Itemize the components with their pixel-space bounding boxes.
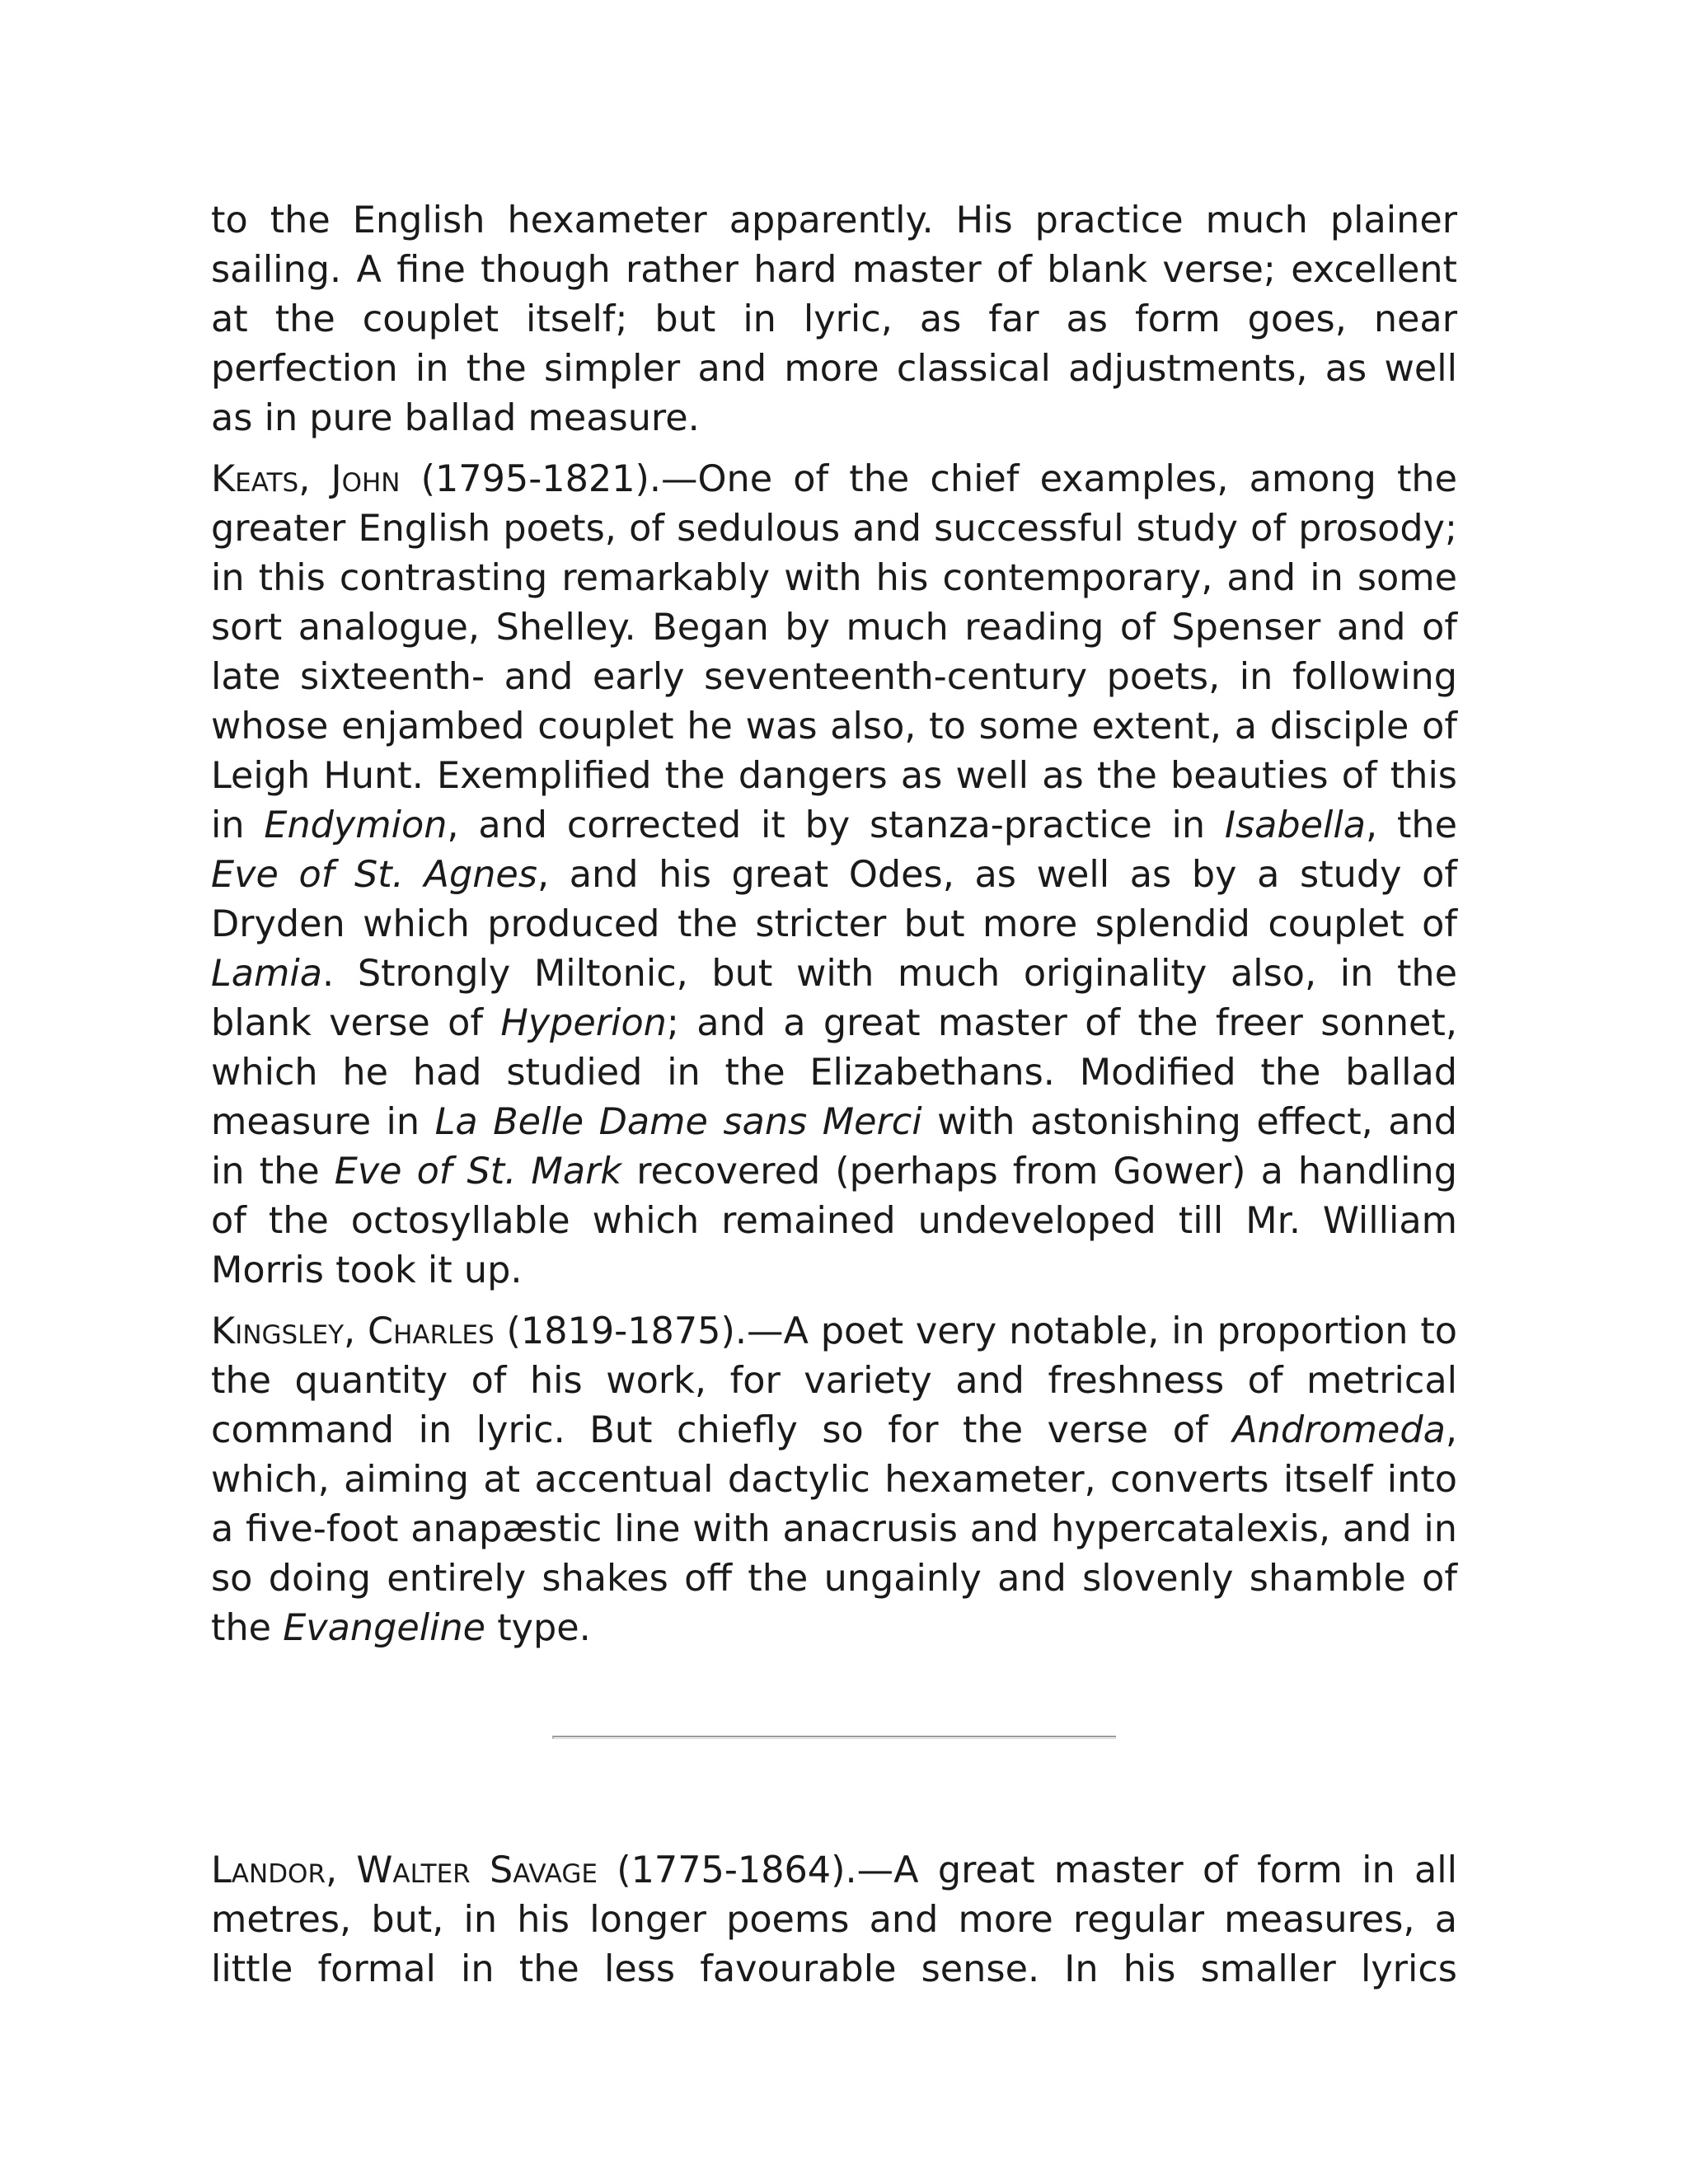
work-title: Isabella — [1224, 804, 1367, 846]
paragraph-continuation — [211, 196, 1457, 443]
work-title: Lamia — [211, 953, 323, 995]
section-divider — [552, 1736, 1116, 1739]
entry-text: , and his great Odes, as well as by a study of Dryden which produced the stricter but more splendid couplet of — [211, 854, 1457, 945]
entry-text: ; and a great master of the freer sonnet, which he had studied in the Elizabethans. Modified the ballad measure in — [211, 1002, 1457, 1143]
entry-surname: Landor — [211, 1849, 326, 1891]
entry-text: type. — [485, 1607, 591, 1649]
entry-surname: Keats — [211, 458, 299, 500]
entry-keats: Keats, John (1795-1821).—One of the chief examples, among the greater English poets, of sedulous and successful study of prosody; in this contrasting remarkably with his contemporary, and in some sort analogue, Shelley. Began by much reading of Spenser and of late sixteenth- and early seventeenth-century poets, in following whose enjambed couplet he was also, to some extent, a disciple of Leigh Hunt. Exemplified the dangers as well as the beauties of this in Endymion, and corrected it by stanza-practice in Isabella, the Eve of St. Agnes, and his great Odes, as well as by a study of Dryden which produced the stricter but more splendid couplet of Lamia. Strongly Miltonic, but with much originality also, in the blank verse of Hyperion; and a great master of the freer sonnet, which he had studied in the Elizabethans. Modified the ballad measure in La Belle Dame sans Merci with astonishing effect, and in the Eve of St. Mark recovered (perhaps from Gower) a handling of the octosyllable which remained undeveloped till Mr. William Morris took it up. — [211, 458, 1458, 1291]
entry-text: with astonishing effect, and in the — [211, 1101, 1458, 1193]
entry-dates: (1795-1821). — [400, 458, 662, 500]
work-title: Andromeda — [1232, 1409, 1446, 1451]
entry-text: —A poet very notable, in proportion to the quantity of his work, for variety and freshness of metrical command in lyric. But chiefly so for the verse of — [211, 1310, 1457, 1451]
work-title: Eve of St. Agnes — [211, 854, 537, 896]
entry-text: , and corrected it by stanza-practice in — [447, 804, 1225, 846]
entry-text: —A great master of form in all metres, but, in his longer poems and more regular measures, a little formal in the less favourable sense. In his smaller lyrics — [211, 1849, 1457, 1990]
entry-kingsley: Kingsley, Charles (1819-1875).—A poet very notable, in proportion to the quantity of his work, for variety and freshness of metrical command in lyric. But chiefly so for the verse of Andromeda, which, aiming at accentual dactylic hexameter, converts itself into a five-foot anapæstic line with anacrusis and hypercatalexis, and in so doing entirely shakes off the ungainly and slovenly shamble of the Evangeline type. — [211, 1310, 1457, 1649]
entry-dates: (1819-1875). — [494, 1310, 747, 1352]
page-content — [211, 196, 1457, 2006]
entry-landor: Landor, Walter Savage (1775-1864).—A great master of form in all metres, but, in his longer poems and more regular measures, a little formal in the less favourable sense. In his smaller lyrics — [211, 1849, 1457, 1990]
entry-surname: Kingsley — [211, 1310, 345, 1352]
entry-text: —One of the chief examples, among the greater English poets, of sedulous and successful study of prosody; in this contrasting remarkably with his contemporary, and in some sort analogue, Shelley. Began by much reading of Spenser and of late sixteenth- and early seventeenth-century poets, in following whose enjambed couplet he was also, to some extent, a disciple of Leigh Hunt. Exemplified the dangers as well as the beauties of this in — [211, 458, 1458, 846]
work-title: Eve of St. Mark — [334, 1151, 622, 1193]
entry-forename: John — [331, 458, 401, 500]
entry-forename: Charles — [368, 1310, 495, 1352]
entry-dates: (1775-1864). — [597, 1849, 857, 1891]
entry-text: , which, aiming at accentual dactylic hexameter, converts itself into a five-foot anapæstic line with anacrusis and hypercatalexis, and in so doing entirely shakes off the ungainly and slovenly shamble of the — [211, 1409, 1457, 1649]
entry-text: recovered (perhaps from Gower) a handling of the octosyllable which remained undeveloped till Mr. William Morris took it up. — [211, 1151, 1457, 1291]
work-title: Endymion — [264, 804, 448, 846]
entry-forename: Walter Savage — [356, 1849, 598, 1891]
paragraph-text: to the English hexameter apparently. His practice much plainer sailing. A fine though rather hard master of blank verse; excellent at the couplet itself; but in lyric, as far as form goes, near perfection in the simpler and more classical adjustments, as well as in pure ballad measure. — [211, 199, 1457, 439]
work-title: La Belle Dame sans Merci — [434, 1101, 922, 1143]
entry-text: . Strongly Miltonic, but with much originality also, in the blank verse of — [211, 953, 1457, 1044]
work-title: Evangeline — [283, 1607, 486, 1649]
work-title: Hyperion — [500, 1002, 667, 1044]
entry-text: , the — [1366, 804, 1457, 846]
